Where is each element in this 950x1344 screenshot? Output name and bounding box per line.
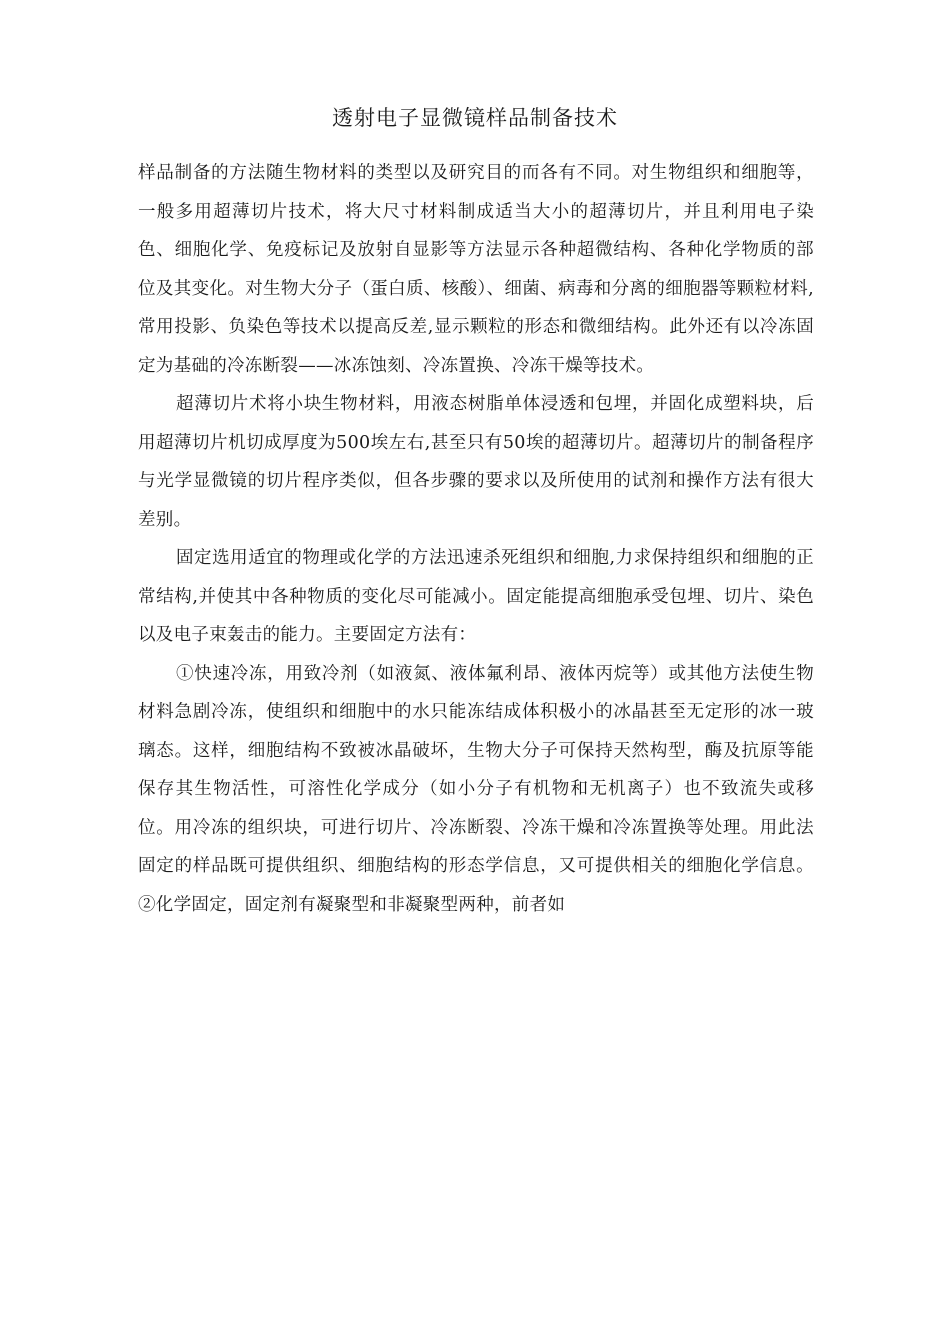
document-body — [138, 154, 814, 924]
paragraph-1: 样品制备的方法随生物材料的类型以及研究目的而各有不同。对生物组织和细胞等，一般多用超薄切片技术，将大尺寸材料制成适当大小的超薄切片，并且利用电子染色、细胞化学、免疫标记及放射自显影等方法显示各种超微结构、各种化学物质的部位及其变化。对生物大分子（蛋白质、核酸）、细菌、病毒和分离的细胞器等颗粒材料,常用投影、负染色等技术以提高反差,显示颗粒的形态和微细结构。此外还有以冷冻固定为基础的冷冻断裂——冰冻蚀刻、冷冻置换、冷冻干燥等技术。 — [138, 163, 814, 376]
paragraph-2: 超薄切片术将小块生物材料，用液态树脂单体浸透和包埋，并固化成塑料块，后用超薄切片机切成厚度为500埃左右,甚至只有50埃的超薄切片。超薄切片的制备程序与光学显微镜的切片程序类似，但各步骤的要求以及所使用的试剂和操作方法有很大差别。 — [138, 394, 814, 530]
paragraph-3: 固定选用适宜的物理或化学的方法迅速杀死组织和细胞,力求保持组织和细胞的正常结构,并使其中各种物质的变化尽可能减小。固定能提高细胞承受包埋、切片、染色以及电子束轰击的能力。主要固定方法有： — [138, 548, 814, 645]
paragraph-4: ①快速冷冻，用致冷剂（如液氮、液体氟利昂、液体丙烷等）或其他方法使生物材料急剧冷冻，使组织和细胞中的水只能冻结成体积极小的冰晶甚至无定形的冰一玻璃态。这样，细胞结构不致被冰晶破坏，生物大分子可保持天然构型，酶及抗原等能保存其生物活性，可溶性化学成分（如小分子有机物和无机离子）也不致流失或移位。用冷冻的组织块，可进行切片、冷冻断裂、冷冻干燥和冷冻置换等处理。用此法固定的样品既可提供组织、细胞结构的形态学信息，又可提供相关的细胞化学信息。②化学固定，固定剂有凝聚型和非凝聚型两种，前者如 — [138, 663, 814, 915]
document-title: 透射电子显微镜样品制备技术 — [332, 106, 618, 130]
